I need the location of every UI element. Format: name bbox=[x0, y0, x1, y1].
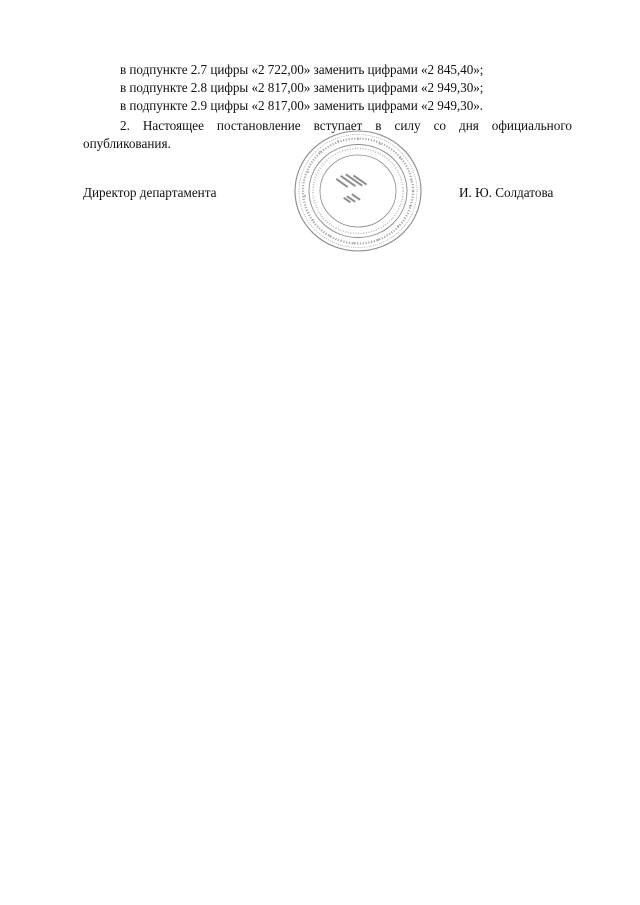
word: в bbox=[375, 118, 382, 133]
word: со bbox=[433, 118, 447, 133]
amendment-line-2-7: в подпункте 2.7 цифры «2 722,00» заменить цифрами «2 845,40»; bbox=[120, 62, 484, 77]
word: силу bbox=[394, 118, 421, 133]
word: дня bbox=[458, 118, 479, 133]
amendment-line-2-9: в подпункте 2.9 цифры «2 817,00» заменить цифрами «2 949,30». bbox=[120, 98, 484, 113]
amendment-line-2-8: в подпункте 2.8 цифры «2 817,00» заменить цифрами «2 949,30»; bbox=[120, 80, 484, 95]
word: 2. bbox=[120, 118, 130, 133]
word: вступает bbox=[313, 118, 363, 133]
signatory-name: И. Ю. Солдатова bbox=[459, 185, 554, 200]
word: Настоящее bbox=[142, 118, 204, 133]
word: официального bbox=[491, 118, 572, 133]
signatory-position: Директор департамента bbox=[83, 185, 217, 200]
paragraph-2-second-line: опубликования. bbox=[83, 136, 171, 151]
official-seal-stamp bbox=[292, 128, 424, 254]
word: постановление bbox=[216, 118, 301, 133]
